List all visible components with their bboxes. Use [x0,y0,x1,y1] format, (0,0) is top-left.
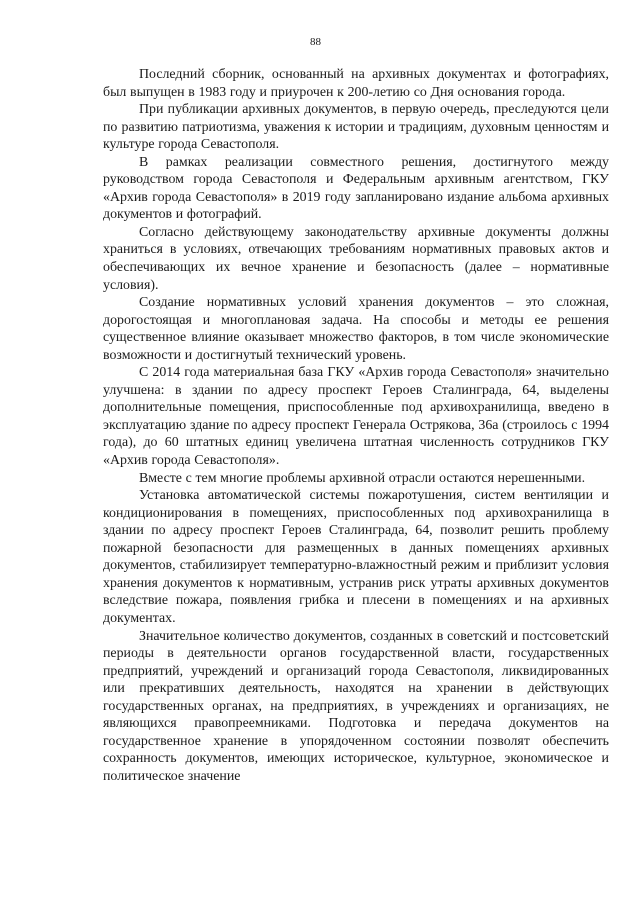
page-number: 88 [310,36,321,48]
paragraph-6: С 2014 года материальная база ГКУ «Архив города Севастополя» значительно улучшена: в здании по адресу проспект Героев Сталинграда, 64, выделены дополнительные помещения, приспособленные под архивохранилища, введено в эксплуатацию здание по адресу проспект Генерала Острякова, 36а (строилось с 1994 года), до 60 штатных единиц увеличена штатная численность сотрудников ГКУ «Архив города Севастополя». [103,365,609,469]
paragraph-1: Последний сборник, основанный на архивных документах и фотографиях, был выпущен в 1983 году и приурочен к 200-летию со Дня основания города. [103,67,609,100]
paragraph-5: Создание нормативных условий хранения документов – это сложная, дорогостоящая и многоплановая задача. На способы и методы ее решения существенное влияние оказывает множество факторов, в том числе экономические возможности и достигнутый технический уровень. [103,295,609,363]
paragraph-9: Значительное количество документов, созданных в советский и постсоветский периоды в деятельности органов государственной власти, государственных предприятий, учреждений и организаций города Севастополя, ликвидированных или прекративших деятельность, находятся на хранении в действующих государственных органах, на предприятиях, в учреждениях и организациях, не являющихся правопреемниками. Подготовка и передача документов на государственное хранение в упорядоченном состоянии позволят обеспечить сохранность документов, имеющих историческое, культурное, экономическое и политическое значение [103,628,609,784]
body-text [103,66,609,785]
paragraph-3: В рамках реализации совместного решения, достигнутого между руководством города Севастополя и Федеральным архивным агентством, ГКУ «Архив города Севастополя» в 2019 году запланировано издание альбома архивных документов и фотографий. [103,154,609,223]
paragraph-7: Вместе с тем многие проблемы архивной отрасли остаются нерешенными. [139,470,586,486]
paragraph-4: Согласно действующему законодательству архивные документы должны храниться в условиях, отвечающих требованиям нормативных правовых актов и обеспечивающих их вечное хранение и безопасность (далее – нормативные условия). [103,224,609,293]
paragraph-8: Установка автоматической системы пожаротушения, систем вентиляции и кондиционирования в помещениях, приспособленных под архивохранилища в здании по адресу проспект Героев Сталинграда, 64, позволит решить проблему пожарной безопасности для размещенных в данных помещениях архивных документов, стабилизирует температурно-влажностный режим и приблизит условия хранения документов к нормативным, устранив риск утраты архивных документов вследствие пожара, появления грибка и плесени в помещениях и на архивных документах. [103,488,609,626]
paragraph-2: При публикации архивных документов, в первую очередь, преследуются цели по развитию патриотизма, уважения к истории и традициям, духовным ценностям и культуре города Севастополя. [103,102,609,153]
